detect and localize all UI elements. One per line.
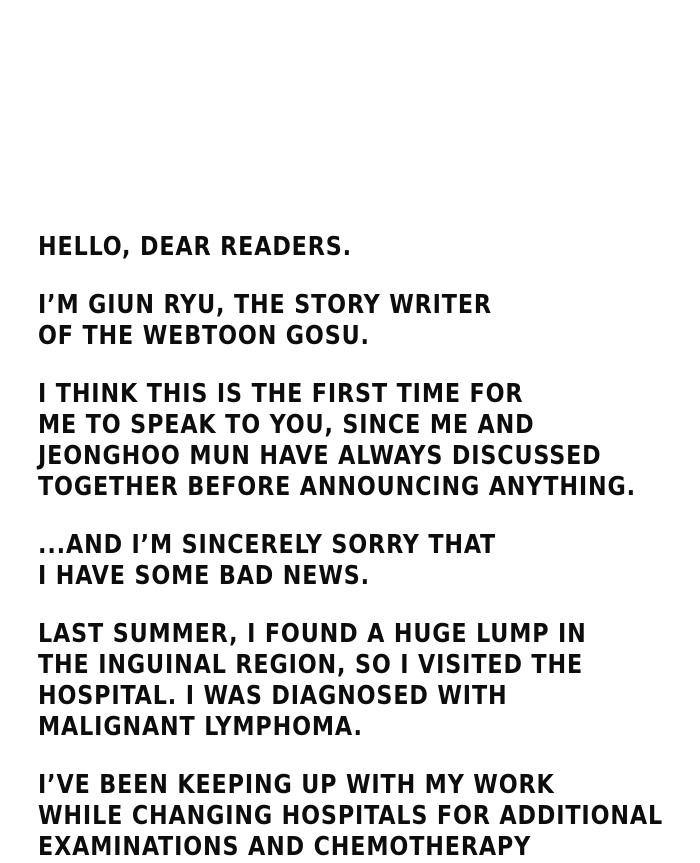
text-line: ME TO SPEAK TO YOU, SINCE ME AND xyxy=(38,410,535,440)
text-line: TOGETHER BEFORE ANNOUNCING ANYTHING. xyxy=(38,472,636,502)
text-line: HELLO, DEAR READERS. xyxy=(38,232,352,262)
paragraph-first-time-speaking xyxy=(38,379,688,503)
text-line: MALIGNANT LYMPHOMA. xyxy=(38,712,363,742)
paragraph-greeting xyxy=(38,232,688,263)
text-line: THE INGUINAL REGION, SO I VISITED THE xyxy=(38,650,584,680)
text-line: I’M GIUN RYU, THE STORY WRITER xyxy=(38,290,492,320)
text-line: I HAVE SOME BAD NEWS. xyxy=(38,561,370,591)
text-line: I THINK THIS IS THE FIRST TIME FOR xyxy=(38,379,524,409)
paragraph-diagnosis xyxy=(38,619,688,743)
author-note-text xyxy=(38,232,688,863)
text-line: LAST SUMMER, I FOUND A HUGE LUMP IN xyxy=(38,619,587,649)
text-line: JEONGHOO MUN HAVE ALWAYS DISCUSSED xyxy=(38,441,602,471)
text-line: ...AND I’M SINCERELY SORRY THAT xyxy=(38,530,497,560)
text-line: OF THE WEBTOON GOSU. xyxy=(38,321,370,351)
paragraph-treatment xyxy=(38,770,688,863)
text-line: HOSPITAL. I WAS DIAGNOSED WITH xyxy=(38,681,508,711)
paragraph-introduction xyxy=(38,290,688,352)
text-line: EXAMINATIONS AND CHEMOTHERAPY xyxy=(38,832,532,862)
text-line: WHILE CHANGING HOSPITALS FOR ADDITIONAL xyxy=(38,801,664,831)
text-line: I’VE BEEN KEEPING UP WITH MY WORK xyxy=(38,770,555,800)
paragraph-apology xyxy=(38,530,688,592)
